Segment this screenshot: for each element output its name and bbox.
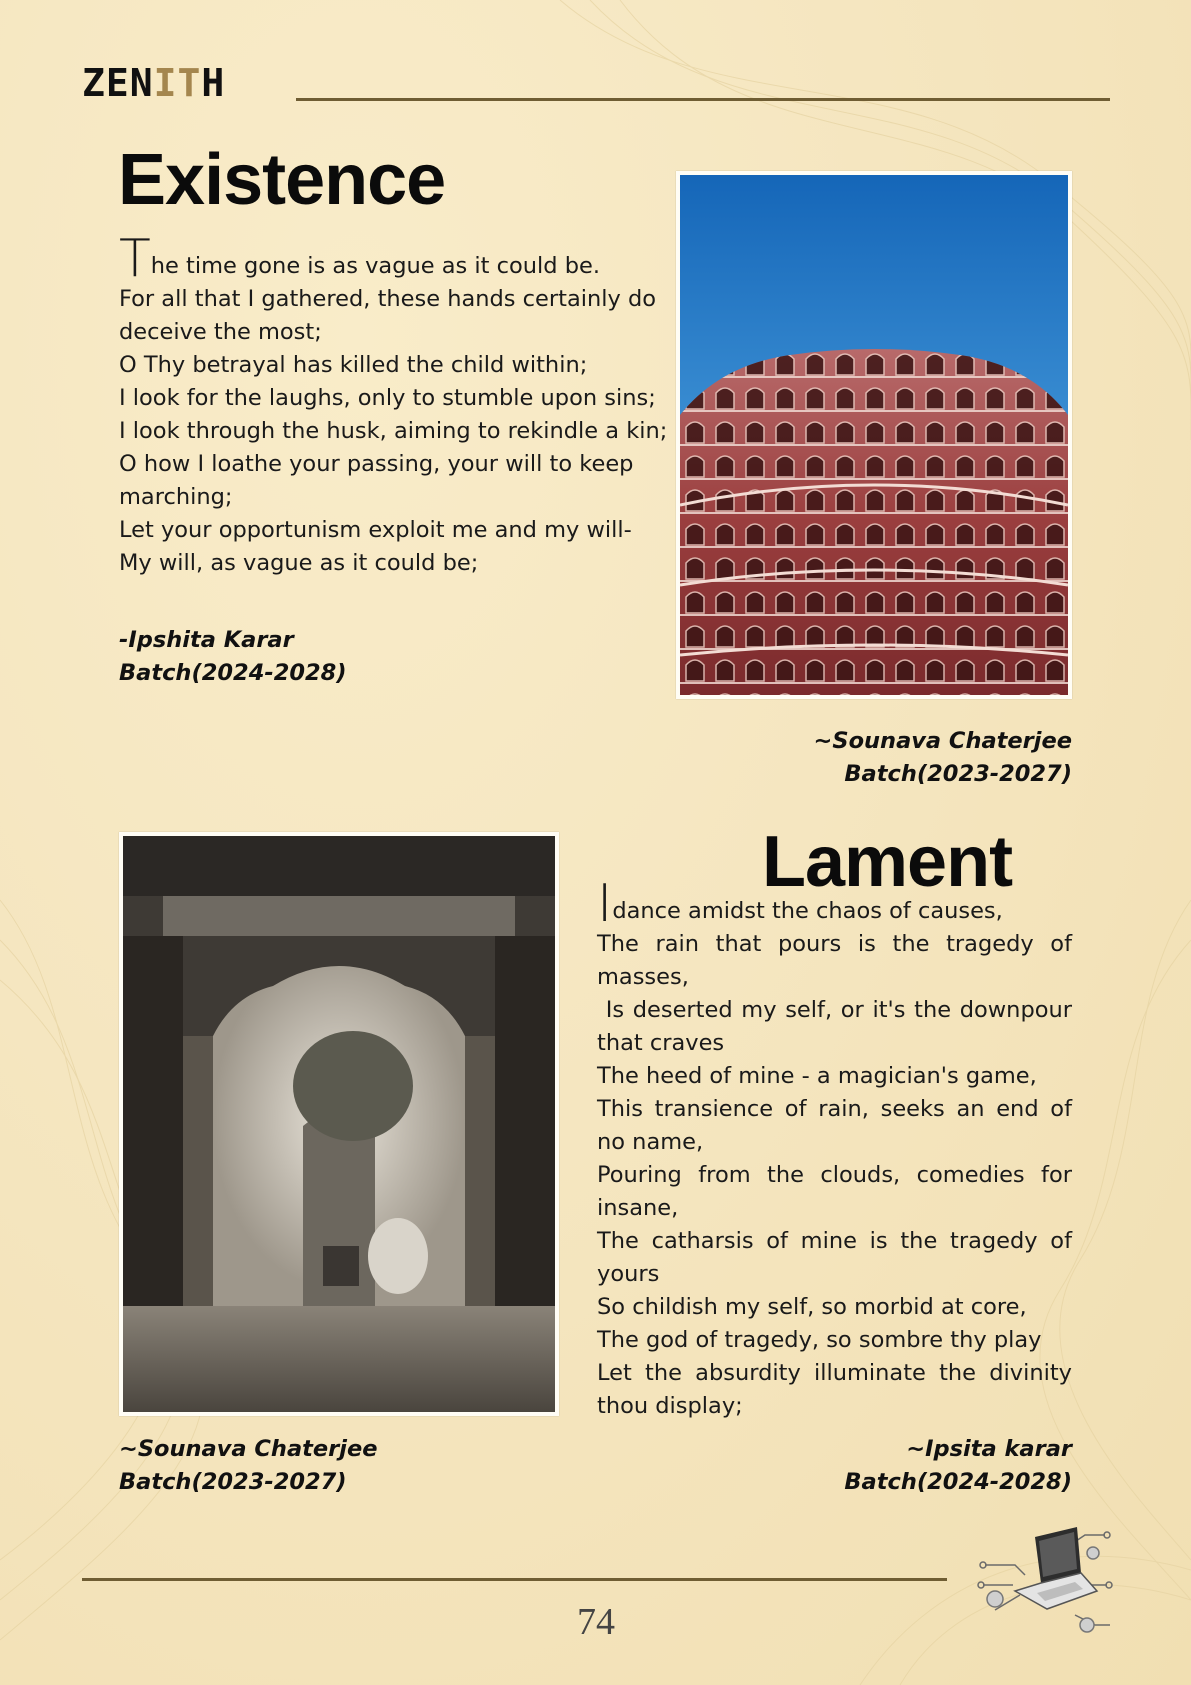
photo-bottom-credit: ~Sounava Chaterjee	[119, 1436, 378, 1462]
poem-line: Is deserted my self, or it's the downpour that craves	[597, 997, 1080, 1056]
existence-first-line: The time gone is as vague as it could be.	[119, 229, 600, 289]
poem-line: The rain that pours is the tragedy of masses,	[597, 931, 1072, 990]
poem-line: So childish my self, so morbid at core,	[597, 1294, 1027, 1320]
page-number: 74	[577, 1601, 615, 1643]
poem-line: For all that I gathered, these hands certainly do deceive the most;	[119, 286, 657, 345]
photo-top-batch: Batch(2023-2027)	[844, 761, 1072, 787]
photo-bottom-batch: Batch(2023-2027)	[119, 1469, 347, 1495]
poem-line: The god of tragedy, so sombre thy play	[597, 1327, 1042, 1353]
poem-line: Pouring from the clouds, comedies for insane,	[597, 1162, 1072, 1221]
lament-author: ~Ipsita karar	[906, 1436, 1072, 1462]
existence-poem	[119, 229, 671, 580]
laptop-circuit-icon	[975, 1525, 1115, 1637]
photo-top-credit: ~Sounava Chaterjee	[813, 728, 1072, 754]
existence-author: -Ipshita Karar Batch(2024-2028)	[119, 624, 347, 690]
poem-line: O how I loathe your passing, your will to keep marching;	[119, 451, 634, 510]
palace-facade-photo	[676, 171, 1072, 699]
existence-dropcap: T	[119, 229, 151, 289]
poem-line: I look for the laughs, only to stumble upon sins;	[119, 385, 656, 411]
poem-line: This transience of rain, seeks an end of no name,	[597, 1096, 1072, 1155]
poem-line: The catharsis of mine is the tragedy of yours	[597, 1228, 1072, 1287]
existence-batch: Batch(2024-2028)	[119, 660, 347, 686]
logo-prefix: ZEN	[82, 61, 154, 105]
poem-line: O Thy betrayal has killed the child within;	[119, 352, 588, 378]
existence-title: Existence	[118, 140, 446, 220]
lament-poem	[597, 874, 1080, 1423]
poem-line: Let the absurdity illuminate the divinity thou display;	[597, 1360, 1072, 1419]
lament-first-line: Idance amidst the chaos of causes,	[597, 874, 1003, 934]
archway-photo	[119, 832, 559, 1416]
poem-line: My will, as vague as it could be;	[119, 550, 479, 576]
lament-title: Lament	[762, 822, 1013, 902]
logo-accent: IT	[153, 61, 202, 105]
logo-suffix: H	[201, 61, 226, 105]
footer-rule	[82, 1578, 947, 1581]
lament-batch: Batch(2024-2028)	[844, 1469, 1072, 1495]
poem-line: The heed of mine - a magician's game,	[597, 1063, 1037, 1089]
poem-line: I look through the husk, aiming to rekindle a kin;	[119, 418, 668, 444]
poem-line: Let your opportunism exploit me and my will-	[119, 517, 632, 543]
lament-dropcap: I	[597, 874, 613, 934]
zenith-logo	[82, 61, 226, 105]
header-rule	[296, 98, 1110, 101]
